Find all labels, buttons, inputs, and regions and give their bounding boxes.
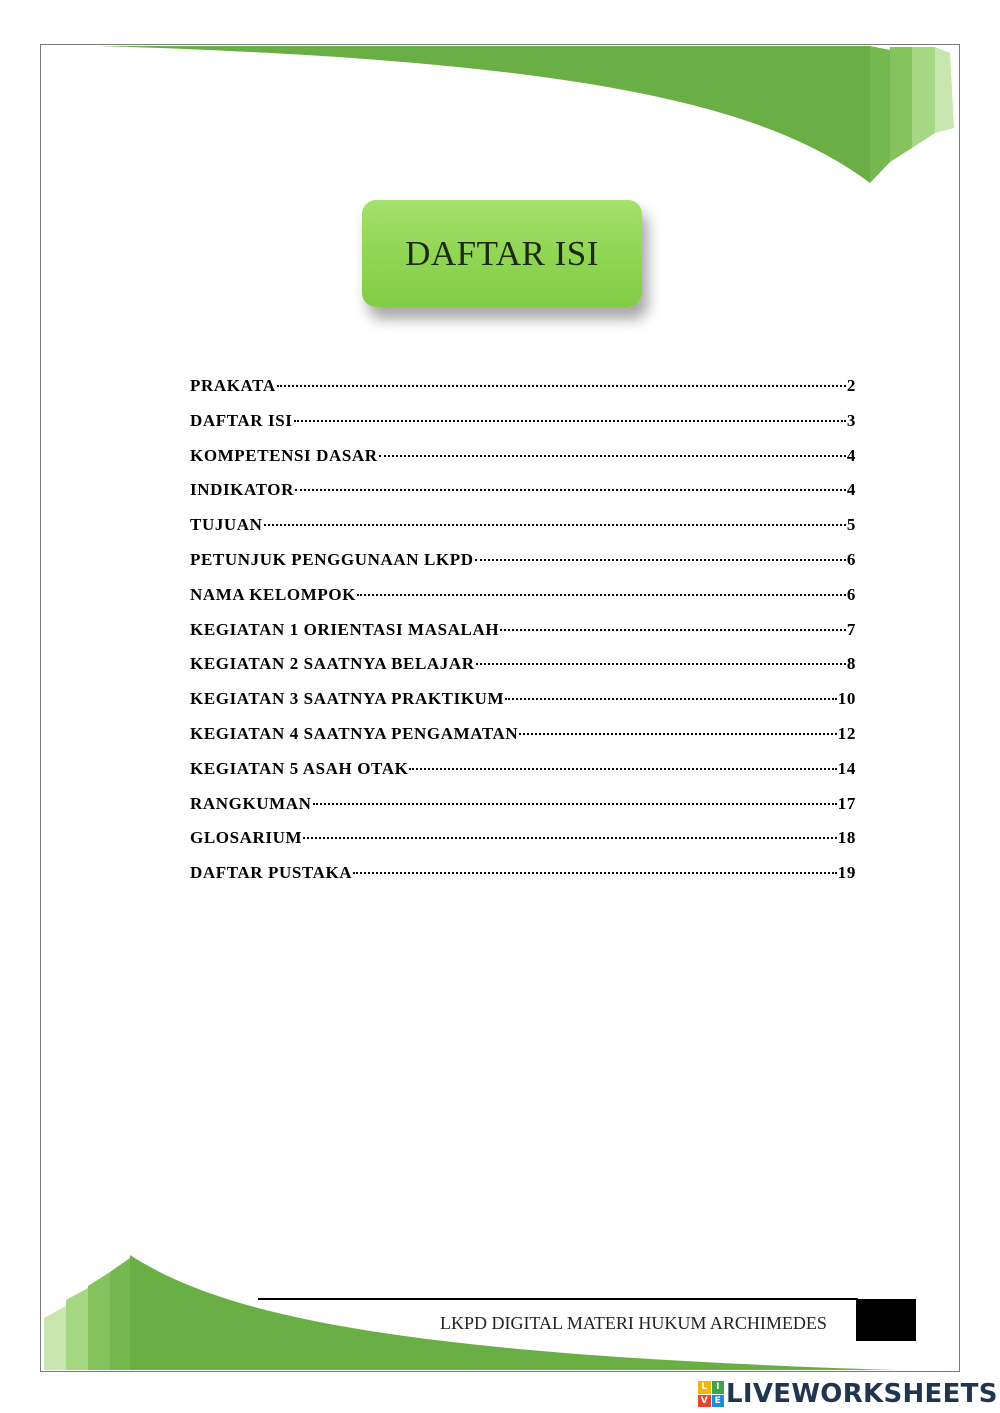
toc-entry[interactable] — [190, 794, 856, 829]
title-banner — [362, 200, 642, 307]
footer-title: LKPD DIGITAL MATERI HUKUM ARCHIMEDES — [440, 1313, 827, 1333]
liveworksheets-icon-letter: L — [698, 1381, 711, 1394]
toc-dot-leader — [313, 803, 837, 805]
toc-entry[interactable] — [190, 446, 856, 481]
toc-entry[interactable] — [190, 689, 856, 724]
toc-entry-label: PRAKATA — [190, 376, 276, 395]
toc-entry-label: KEGIATAN 5 ASAH OTAK — [190, 758, 409, 778]
toc-entry-label: TUJUAN — [190, 515, 263, 535]
toc-entry-page: 7 — [846, 619, 856, 639]
toc-entry-page: 8 — [846, 654, 856, 674]
toc-entry[interactable] — [190, 411, 856, 446]
top-band-mid — [890, 47, 912, 162]
toc-dot-leader — [353, 872, 837, 874]
toc-entry[interactable] — [190, 654, 856, 689]
toc-entry-page: 19 — [837, 863, 856, 883]
toc-entry-label: GLOSARIUM — [190, 828, 303, 848]
toc-entry[interactable] — [190, 828, 856, 863]
toc-entry-page: 14 — [837, 758, 856, 778]
toc-entry-page: 6 — [846, 549, 856, 569]
toc-entry[interactable] — [190, 724, 856, 759]
toc-entry[interactable] — [190, 863, 856, 898]
footer-page-number-box — [856, 1299, 916, 1341]
toc-entry-page: 10 — [837, 689, 856, 709]
toc-entry-page: 4 — [846, 480, 856, 500]
top-swoosh — [100, 46, 870, 183]
toc-entry-label: KEGIATAN 3 SAATNYA PRAKTIKUM — [190, 689, 505, 709]
toc-dot-leader — [264, 524, 846, 526]
toc-entry-label: KEGIATAN 1 ORIENTASI MASALAH — [190, 619, 500, 639]
liveworksheets-wordmark: LIVEWORKSHEETS — [726, 1379, 998, 1409]
toc-dot-leader — [303, 837, 837, 839]
bottom-band-dark — [110, 1258, 130, 1370]
toc-dot-leader — [379, 455, 846, 457]
toc-dot-leader — [277, 385, 846, 387]
toc-dot-leader — [476, 663, 846, 665]
toc-entry-page: 12 — [837, 723, 856, 743]
top-band-pale — [935, 47, 954, 133]
toc-dot-leader — [294, 420, 846, 422]
toc-entry-label: KEGIATAN 4 SAATNYA PENGAMATAN — [190, 723, 519, 743]
toc-dot-leader — [295, 489, 846, 491]
toc-entry-label: RANGKUMAN — [190, 793, 312, 813]
toc-entry-page: 6 — [846, 584, 856, 604]
toc-entry-label: KEGIATAN 2 SAATNYA BELAJAR — [190, 654, 475, 674]
bottom-band-mid — [88, 1272, 110, 1370]
bottom-band-light — [66, 1288, 88, 1370]
toc-entry-label: DAFTAR PUSTAKA — [190, 863, 353, 883]
toc-dot-leader — [505, 698, 837, 700]
toc-entry[interactable] — [190, 759, 856, 794]
toc-entry-page: 18 — [837, 828, 856, 848]
toc-entry[interactable] — [190, 480, 856, 515]
toc-entry-page: 2 — [846, 376, 856, 395]
toc-entry-label: INDIKATOR — [190, 480, 294, 500]
liveworksheets-icon — [698, 1381, 724, 1407]
top-band-light — [912, 47, 935, 148]
liveworksheets-logo — [698, 1378, 998, 1410]
toc-entry-label: DAFTAR ISI — [190, 410, 293, 430]
toc-entry-page: 3 — [846, 410, 856, 430]
toc-entry-page: 17 — [837, 793, 856, 813]
top-swoosh-highlight — [870, 46, 890, 183]
toc-entry[interactable] — [190, 376, 856, 411]
toc-entry-page: 5 — [846, 515, 856, 535]
toc-entry-label: KOMPETENSI DASAR — [190, 445, 378, 465]
liveworksheets-icon-letter: E — [712, 1395, 725, 1408]
footer-divider — [258, 1298, 858, 1300]
toc-entry[interactable] — [190, 550, 856, 585]
toc-entry[interactable] — [190, 585, 856, 620]
bottom-band-pale — [44, 1306, 66, 1370]
toc-dot-leader — [357, 594, 846, 596]
liveworksheets-icon-letter: V — [698, 1395, 711, 1408]
toc-dot-leader — [475, 559, 846, 561]
toc-entry-label: NAMA KELOMPOK — [190, 584, 356, 604]
toc-dot-leader — [409, 768, 836, 770]
page-title: DAFTAR ISI — [405, 233, 599, 273]
toc-entry[interactable] — [190, 620, 856, 655]
toc-dot-leader — [500, 629, 846, 631]
toc-entry-page: 4 — [846, 445, 856, 465]
table-of-contents — [190, 376, 856, 898]
toc-entry[interactable] — [190, 515, 856, 550]
toc-dot-leader — [519, 733, 836, 735]
toc-entry-label: PETUNJUK PENGGUNAAN LKPD — [190, 549, 474, 569]
liveworksheets-icon-letter: I — [712, 1381, 725, 1394]
